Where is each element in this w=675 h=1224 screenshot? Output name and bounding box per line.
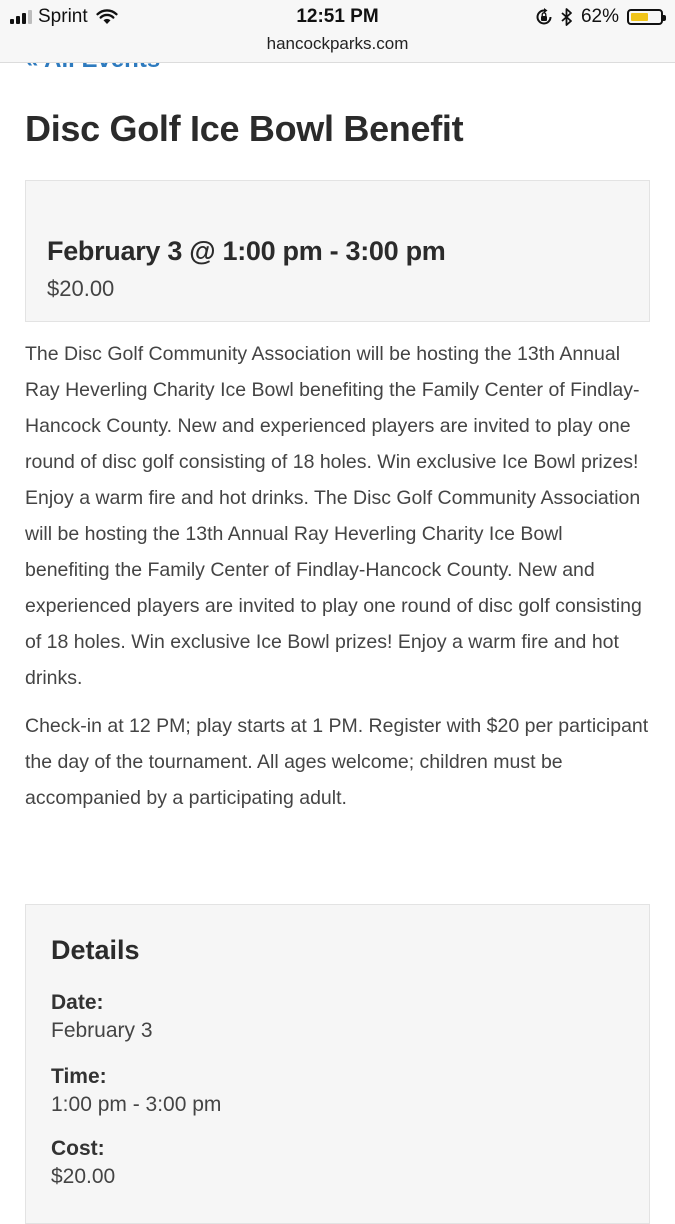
cost-label: Cost: bbox=[51, 1137, 105, 1160]
address-bar-url[interactable]: hancockparks.com bbox=[266, 34, 409, 53]
battery-level-fill bbox=[631, 13, 648, 21]
details-heading: Details bbox=[51, 935, 140, 965]
browser-top-bar bbox=[0, 0, 675, 63]
cost-value: $20.00 bbox=[51, 1165, 116, 1188]
page-title: Disc Golf Ice Bowl Benefit bbox=[25, 108, 464, 149]
event-description bbox=[25, 336, 650, 828]
event-cost: $20.00 bbox=[47, 276, 115, 301]
rotation-lock-icon bbox=[535, 8, 553, 26]
description-paragraph: Check-in at 12 PM; play starts at 1 PM. Register with $20 per participant the day of the tournament. All ages welcome; children must be accompanied by a participating adult. bbox=[25, 715, 649, 809]
time-value: 1:00 pm - 3:00 pm bbox=[51, 1093, 222, 1116]
time-label: Time: bbox=[51, 1065, 107, 1088]
event-details-box bbox=[25, 904, 650, 1224]
date-value: February 3 bbox=[51, 1019, 153, 1042]
carrier-name: Sprint bbox=[38, 6, 88, 27]
date-label: Date: bbox=[51, 991, 104, 1014]
event-date-time: February 3 @ 1:00 pm - 3:00 pm bbox=[47, 236, 446, 266]
description-paragraph: The Disc Golf Community Association will be hosting the 13th Annual Ray Heverling Charity Ice Bowl benefiting the Family Center of Findlay-Hancock County. New and experienced players are invited to play one round of disc golf consisting of 18 holes. Win exclusive Ice Bowl prizes! Enjoy a warm fire and hot drinks. The Disc Golf Community Association will be hosting the 13th Annual Ray Heverling Charity Ice Bowl benefiting the Family Center of Findlay-Hancock County. New and experienced players are invited to play one round of disc golf consisting of 18 holes. Win exclusive Ice Bowl prizes! Enjoy a warm fire and hot drinks. bbox=[25, 343, 642, 689]
battery-icon bbox=[627, 9, 663, 25]
status-right bbox=[535, 6, 663, 28]
status-time: 12:51 PM bbox=[296, 6, 379, 27]
battery-percent: 62% bbox=[580, 6, 619, 27]
event-schedule-box bbox=[25, 180, 650, 322]
bluetooth-icon bbox=[561, 8, 573, 26]
